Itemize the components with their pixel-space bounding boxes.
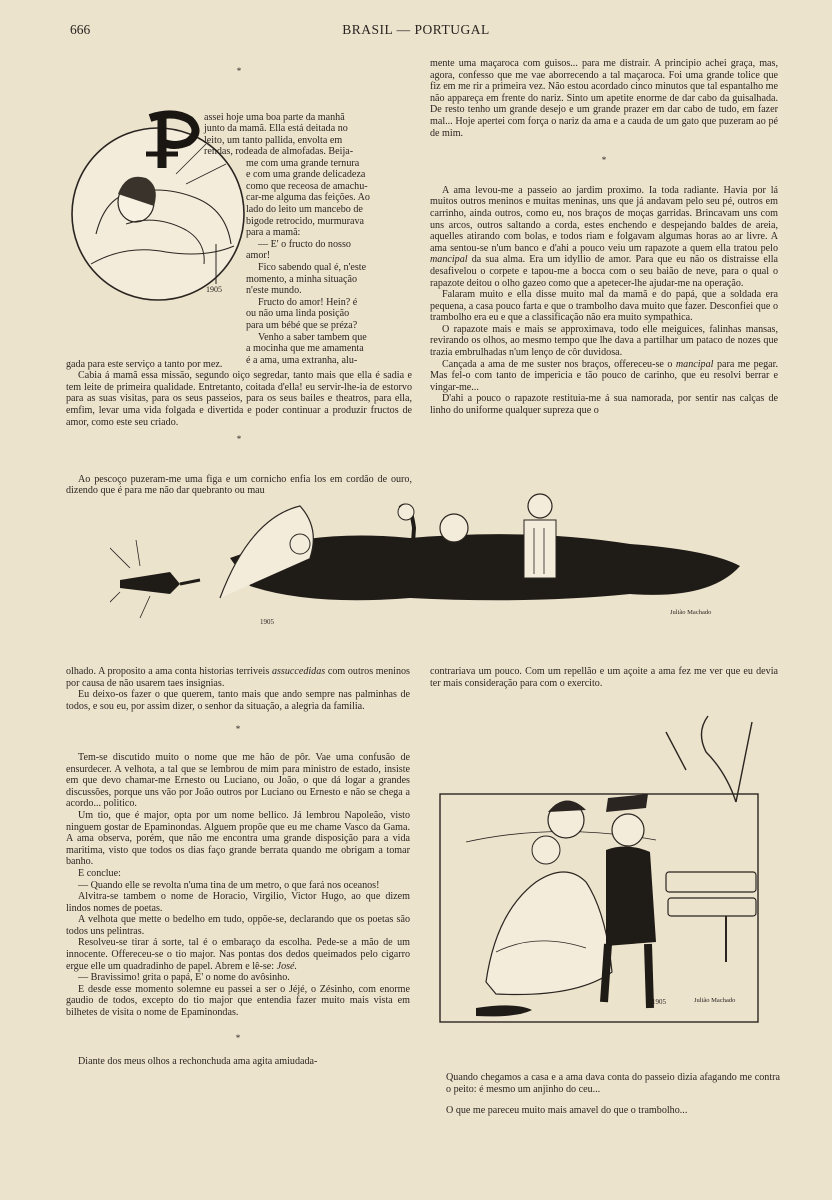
paragraph: Diante dos meus olhos a rechonchuda ama agita amiudada- (78, 1056, 318, 1068)
intro-text: assei hoje uma boa parte da manhã junto da mamã. Ella está deitada no leito, um tanto pallida, envolta em rendas, rodeada de almofadas. Beija- (204, 111, 354, 158)
bench-date: 1905 (652, 998, 666, 1006)
paragraph: Ao pescoço puzeram-me uma figa e um cornicho enfia los em cordão de ouro, dizendo que é para me não dar quebranto ou mau (66, 473, 412, 497)
bench-illustration (436, 712, 780, 1042)
section-star: * (235, 724, 241, 735)
paragraph: Tem-se discutido muito o nome que me hão de pôr. Vae uma confusão de ensurdecer. A velhota, a tal que se lembrou de mim para ministro de estado, insiste em que devo chamar-me Ernesto ou Luciano, ou João, o que dá logar a grandes discussões, porque uns vão por João outros por Luciano ou Ernesto e não se chega a acordo... politico. (66, 751, 410, 810)
paragraph: Eu deixo-os fazer o que querem, tanto mais que ando sempre nas palminhas de todos, e sou eu, por assim dizer, o senhor da situação, a alegria da familia. (66, 689, 410, 712)
section-star: * (235, 1032, 241, 1043)
paragraph: E conclue: (78, 867, 121, 879)
parade-illustration (110, 488, 750, 648)
paragraph: gada para este serviço a tanto por mez. (66, 358, 223, 370)
paragraph: A velhota que mette o bedelho em tudo, oppõe-se, declarando que os poetas são todos uns pelintras. (66, 914, 410, 937)
section-star: * (601, 155, 607, 166)
paragraph: mente uma maçaroca com guisos... para me distrair. A principio achei graça, mas, agora, confesso que me vae aborrecendo a tal maçaroca. Foi uma grande tolice que fiz em me rir a primeira vez. Não estou acordado cinco minutos que tal espantalho me não appareça em frente do nariz. Sinto um apetite enorme de dar cabo da guisalhada. De resto tenho um grande desejo e um grande prazer em dar cabo de tudo, em fazer mal... Hoje apertei com força o nariz da ama e a cauda de um gato que puzeram ao pé de mim. (430, 58, 778, 139)
parade-signature: Julião Machado (670, 609, 712, 616)
magazine-title: BRASIL — PORTUGAL (342, 22, 490, 37)
drop-cap-p (144, 108, 204, 172)
right-column-bottom (430, 666, 778, 689)
intro-text-narrow: me com uma grande ternura e com uma grande delicadeza como que receosa de amachu- car-me alguma das feições. Ao lado do leito um mancebo de bigode retrocido, murmurava para a mamã: — E' o fructo do nosso amor! Fico sabendo qual é, n'este momento, a minha situação n'este mundo. Fructo do amor! Hein? é ou não uma linda posição para um bébé que se préza? Venho a saber tambem que a mocinha que me amamenta é a ama, uma extranha, alu- (246, 157, 370, 366)
paragraph: contrariava um pouco. Com um repellão e um açoite a ama fez me ver que eu devia ter mais consideração para com o exercito. (430, 666, 778, 689)
page-number: 666 (70, 22, 91, 37)
section-star: * (236, 434, 242, 445)
paragraph: Alvitra-se tambem o nome de Horacio, Virgilio, Victor Hugo, ao que dizem lindos nomes de poetas. (66, 891, 410, 914)
parade-date: 1905 (260, 618, 274, 626)
paragraph: D'ahi a pouco o rapazote restituia-me á sua namorada, por sentir nas calças de linho do uniforme qualquer supreza que o (430, 393, 778, 417)
left-column-top (66, 60, 412, 497)
paragraph: Cabia á mamã essa missão, segundo oiço segredar, tanto mais que ella é sadia e tem leite de primeira qualidade. Entretanto, coitada d'ella! eu servir-lhe-ia de estorvo para as suas visitas, para os seus passeios, para os seus bailes e theatros, para ella, emfim, levar uma vida folgada e divertida e poder continuar a produzir fructos de amor, como este seu criado. (66, 370, 412, 428)
cradle-signature: 1905 (206, 284, 222, 294)
paragraph: Resolveu-se tirar á sorte, tal é o embaraço da escolha. Pede-se a mão de um innocente. Offereceu-se o tio major. Nas pontas dos dedos queimados pelo cigarro ergue elle um quadradinho de papel. Abrem e lê-se: José. (66, 937, 410, 972)
paragraph: olhado. A proposito a ama conta historias terriveis assuccedidas com outros meninos por causa de não usarem taes insignias. (66, 666, 410, 689)
paragraph: Falaram muito e ella disse muito mal da mamã e do papá, que a soldada era pequena, a casa pouco farta e que o trambolho dava muito que fazer. Desconfiei que o trambolho era eu e que a classificação não era muito sympathica. (430, 289, 778, 324)
illustration-caption: Quando chegamos a casa e a ama dava conta do passeio dizia afagando me contra o peito: é mesmo um anjinho do ceu... O que me pareceu muito mais amavel do que o trambolho... (446, 1072, 780, 1117)
page-header (70, 22, 762, 42)
paragraph: E desde esse momento solemne eu passei a ser o Jéjé, o Zésinho, com enorme gaudio de todos, excepto do tio major que entendia fazer muito mais vista em bilhetes de visita o nome de Epaminondas. (66, 983, 410, 1019)
paragraph: — Bravissimo! grita o papá, E' o nome do avôsinho. (78, 972, 290, 984)
section-star: * (236, 66, 242, 76)
left-column-bottom (66, 666, 410, 1068)
paragraph: O rapazote mais e mais se approximava, todo elle meiguices, falinhas mansas, revirando os olhos, ao mesmo tempo que lhe dava a partilhar um pataco de nozes que trazia embrulhadas n'um lenço de côr duvidosa. (430, 323, 778, 359)
paragraph: Um tio, que é major, opta por um nome bellico. Já lembrou Napoleão, visto ninguem gostar de Epaminondas. Alguem propõe que eu me chame Vasco da Gama. A ama observa, porém, que não me encontra uma grande disposição para a vida maritima, visto que todos os dias faço grande berrata quando me obrigam a tomar banho. (66, 809, 410, 868)
paragraph: A ama levou-me a passeio ao jardim proximo. Ia toda radiante. Havia por lá muitos outros meninos e muitas meninas, uns que já andavam pelo seu pé, outros em carrinho, ainda outros, como eu, nos braços de moças garridas. Brincavam uns com uns arcos, outros saltando a corda, estes enchendo e despejando baldes de areia, aquelles atirando com bolas, e todos riam e folgavam algumas horas ao ar livre. A ama sentou-se n'um banco e d'ahi a pouco veiu um rapazote a quem ella tratou pelo mancipal da sua alma. Era um idyllio de amor. Para que eu não os distraisse ella desafivelou o corpete e tapou-me a bocca com o seu baião de neve, para o qual o rapazote deitou o olho gazeo como que a apetecer-lhe ajudar-me na operação. (430, 184, 778, 289)
bench-signature: Julião Machado (694, 997, 736, 1004)
paragraph: Cançada a ama de me suster nos braços, offereceu-se o mancipal para me pegar. Mas fel-o com tanto de impericia e tão pouco de carinho, que eu resolvi berrar e vingar-me... (430, 358, 778, 393)
right-column-top (430, 58, 778, 417)
paragraph: — Quando elle se revolta n'uma tina de um metro, o que fará nos oceanos! (78, 879, 380, 891)
